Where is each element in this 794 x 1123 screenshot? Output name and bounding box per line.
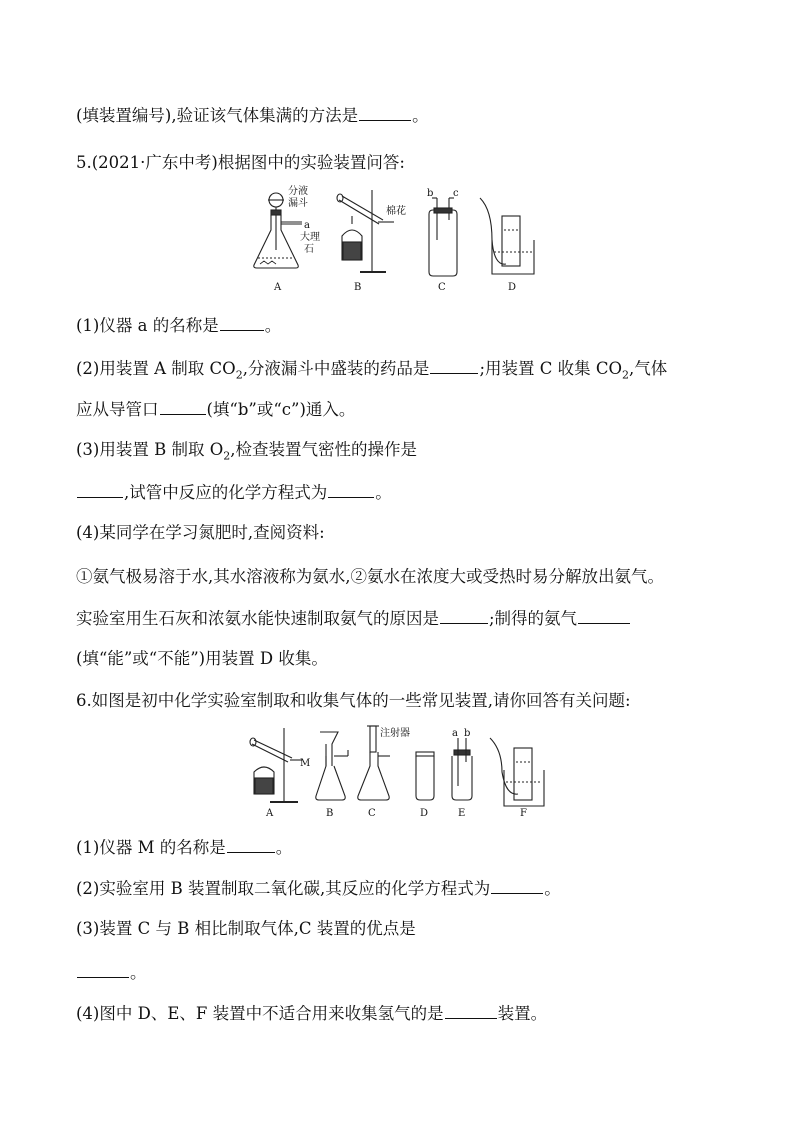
q5-1-end: 。	[264, 316, 282, 335]
label-b: b	[427, 188, 434, 199]
q5-1-text: (1)仪器 a 的名称是	[76, 316, 219, 335]
answer-blank[interactable]	[491, 877, 543, 894]
answer-blank[interactable]	[77, 961, 129, 978]
q6-2-text: (2)实验室用 B 装置制取二氧化碳,其反应的化学方程式为	[76, 879, 491, 898]
apparatus-f	[490, 738, 544, 806]
q5-4-q-text-1: 实验室用生石灰和浓氨水能快速制取氨气的原因是	[76, 609, 439, 628]
label-cotton: 棉花	[386, 206, 406, 217]
q6-4-text: (4)图中 D、E、F 装置中不适合用来收集氢气的是	[76, 1004, 444, 1023]
label-funnel-1: 分液	[288, 186, 308, 197]
caption-b: B	[326, 808, 334, 819]
answer-blank[interactable]	[578, 607, 630, 624]
caption-a: A	[274, 282, 282, 293]
q5-3-text-c: ,试管中反应的化学方程式为	[124, 483, 328, 502]
label-b: b	[464, 728, 471, 739]
answer-blank[interactable]	[328, 481, 374, 498]
q5-part-4-cont: (填“能”或“不能”)用装置 D 收集。	[76, 649, 328, 668]
q6-part-2	[76, 877, 561, 900]
caption-d: D	[420, 808, 429, 819]
subscript-2: 2	[622, 368, 630, 382]
label-c: c	[453, 188, 459, 199]
line-1-end: 。	[412, 106, 429, 125]
q5-part-4-question	[76, 607, 631, 630]
apparatus-d	[480, 198, 534, 274]
answer-blank[interactable]	[227, 836, 275, 853]
q5-3-end: 。	[375, 483, 392, 502]
question-5-title: 5.(2021·广东中考)根据图中的实验装置问答:	[76, 153, 405, 172]
label-stone-2: 石	[304, 244, 314, 255]
q5-2-text-a: (2)用装置 A 制取 CO	[76, 359, 236, 378]
answer-blank[interactable]	[440, 607, 488, 624]
caption-c: C	[438, 282, 446, 293]
question-6-title: 6.如图是初中化学实验室制取和收集气体的一些常见装置,请你回答有关问题:	[76, 691, 631, 710]
apparatus-a	[250, 728, 302, 802]
caption-b: B	[354, 282, 362, 293]
answer-blank[interactable]	[430, 357, 478, 374]
apparatus-c	[429, 198, 457, 276]
apparatus-figure-2	[240, 722, 550, 822]
q5-2-text-d: ,气体	[629, 359, 668, 378]
caption-f: F	[520, 808, 527, 819]
label-stone-1: 大理	[300, 232, 320, 243]
label-m: M	[300, 758, 311, 769]
q5-3-text-b: ,检查装置气密性的操作是	[230, 440, 418, 459]
q5-part-4-info: ①氨气极易溶于水,其水溶液称为氨水,②氨水在浓度大或受热时易分解放出氨气。	[76, 567, 664, 586]
apparatus-b	[316, 732, 348, 800]
q6-part-3: (3)装置 C 与 B 相比制取气体,C 装置的优点是	[76, 919, 416, 938]
answer-blank[interactable]	[160, 398, 206, 415]
text-line-1	[76, 104, 429, 127]
q5-part-1	[76, 314, 281, 337]
q5-2-text-c: ;用装置 C 收集 CO	[479, 359, 623, 378]
caption-e: E	[458, 808, 466, 819]
caption-c: C	[368, 808, 376, 819]
figure-q5-apparatus	[244, 180, 544, 294]
answer-blank[interactable]	[445, 1002, 497, 1019]
caption-d: D	[508, 282, 517, 293]
subscript-2: 2	[223, 449, 231, 463]
q6-1-end: 。	[275, 838, 293, 857]
q5-part-2-cont	[76, 398, 355, 421]
apparatus-figure-1	[244, 180, 544, 294]
q6-part-1	[76, 836, 292, 859]
label-a: a	[452, 728, 458, 739]
q5-part-2	[76, 357, 667, 380]
q5-2-text-e: 应从导管口	[76, 400, 159, 419]
q6-2-end: 。	[544, 879, 561, 898]
q5-part-3-cont	[76, 481, 392, 504]
q5-2-text-b: ,分液漏斗中盛装的药品是	[242, 359, 430, 378]
q5-2-text-f: (填“b”或“c”)通入。	[206, 400, 356, 419]
apparatus-d	[416, 752, 434, 800]
subscript-2: 2	[235, 368, 243, 382]
q6-part-3-cont	[76, 961, 147, 984]
line-1-text: (填装置编号),验证该气体集满的方法是	[76, 106, 359, 125]
answer-blank[interactable]	[77, 481, 123, 498]
q6-3-end: 。	[130, 963, 147, 982]
q6-4-end: 装置。	[497, 1004, 548, 1023]
q5-part-4: (4)某同学在学习氮肥时,查阅资料:	[76, 523, 325, 542]
answer-blank[interactable]	[220, 314, 264, 331]
figure-q6-apparatus	[240, 722, 550, 822]
label-a: a	[304, 220, 310, 231]
answer-blank[interactable]	[359, 104, 411, 121]
q5-4-q-text-2: ;制得的氨气	[489, 609, 578, 628]
q5-3-text-a: (3)用装置 B 制取 O	[76, 440, 224, 459]
q6-part-4	[76, 1002, 547, 1025]
label-funnel-2: 漏斗	[288, 198, 308, 209]
q6-1-text: (1)仪器 M 的名称是	[76, 838, 226, 857]
apparatus-b	[337, 190, 394, 272]
q5-part-3	[76, 439, 417, 461]
caption-a: A	[266, 808, 274, 819]
label-syringe: 注射器	[380, 728, 410, 739]
apparatus-e	[452, 738, 472, 800]
